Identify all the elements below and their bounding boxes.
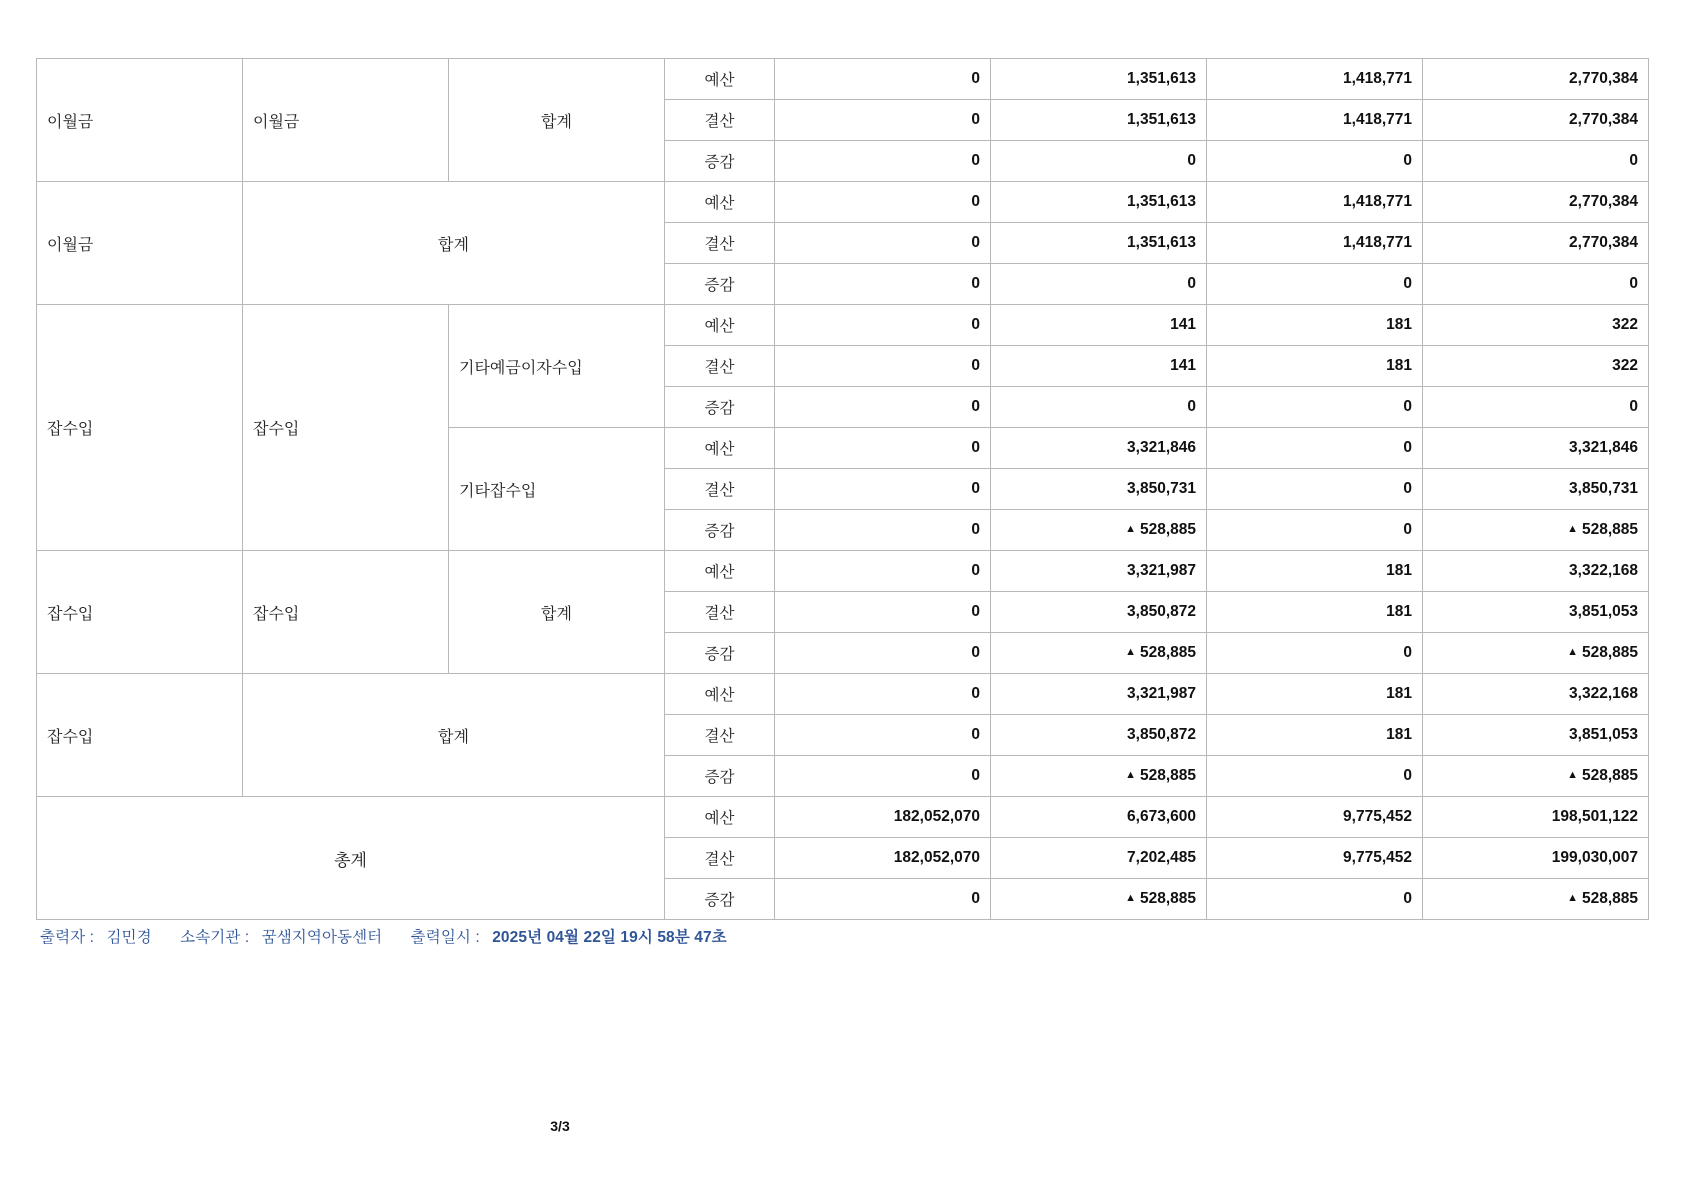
category-level3: 합계	[449, 59, 665, 182]
amount-cell-4: 199,030,007	[1423, 838, 1649, 879]
amount-cell-1: 0	[775, 469, 991, 510]
amount-cell-1: 0	[775, 592, 991, 633]
category-level3: 합계	[449, 551, 665, 674]
amount-cell-1: 0	[775, 59, 991, 100]
amount-cell-2: 3,321,987	[991, 551, 1207, 592]
amount-cell-4: 3,321,846	[1423, 428, 1649, 469]
row-kind: 결산	[665, 223, 775, 264]
printed-at-label: 출력일시 :	[410, 929, 480, 946]
amount-cell-4: 2,770,384	[1423, 182, 1649, 223]
amount-cell-1: 182,052,070	[775, 838, 991, 879]
amount-cell-2: 3,850,872	[991, 715, 1207, 756]
amount-cell-1: 0	[775, 879, 991, 920]
amount-cell-2: 1,351,613	[991, 182, 1207, 223]
row-kind: 증감	[665, 879, 775, 920]
amount-cell-4: ▲ 528,885	[1423, 510, 1649, 551]
amount-cell-1: 0	[775, 510, 991, 551]
row-kind: 예산	[665, 428, 775, 469]
amount-cell-3: 0	[1207, 879, 1423, 920]
print-info-footer	[40, 925, 751, 947]
amount-cell-2: ▲ 528,885	[991, 879, 1207, 920]
amount-cell-3: 1,418,771	[1207, 182, 1423, 223]
amount-cell-4: 322	[1423, 305, 1649, 346]
category-level1: 잡수입	[37, 551, 243, 674]
amount-cell-3: 181	[1207, 551, 1423, 592]
organization-label: 소속기관 :	[180, 929, 250, 946]
amount-cell-3: 0	[1207, 387, 1423, 428]
amount-cell-3: 9,775,452	[1207, 838, 1423, 879]
amount-cell-2: 1,351,613	[991, 100, 1207, 141]
row-kind: 증감	[665, 387, 775, 428]
amount-cell-1: 182,052,070	[775, 797, 991, 838]
amount-cell-3: 0	[1207, 141, 1423, 182]
table-row	[37, 551, 1649, 592]
printer-value: 김민경	[106, 929, 152, 946]
amount-cell-1: 0	[775, 674, 991, 715]
category-level2: 이월금	[243, 59, 449, 182]
amount-cell-3: 0	[1207, 756, 1423, 797]
amount-cell-4: ▲ 528,885	[1423, 756, 1649, 797]
page-number: 3/3	[550, 1118, 570, 1134]
amount-cell-4: 198,501,122	[1423, 797, 1649, 838]
row-kind: 결산	[665, 592, 775, 633]
table-row	[37, 674, 1649, 715]
amount-cell-2: ▲ 528,885	[991, 510, 1207, 551]
amount-cell-3: 181	[1207, 715, 1423, 756]
category-level3: 기타잡수입	[449, 428, 665, 551]
amount-cell-2: 3,850,872	[991, 592, 1207, 633]
category-level1: 이월금	[37, 182, 243, 305]
row-kind: 예산	[665, 551, 775, 592]
amount-cell-2: 141	[991, 305, 1207, 346]
row-kind: 증감	[665, 264, 775, 305]
row-kind: 예산	[665, 59, 775, 100]
amount-cell-4: 3,322,168	[1423, 551, 1649, 592]
amount-cell-1: 0	[775, 633, 991, 674]
amount-cell-3: 0	[1207, 633, 1423, 674]
category-level2: 잡수입	[243, 551, 449, 674]
amount-cell-4: 322	[1423, 346, 1649, 387]
report-table-container	[36, 58, 1648, 920]
amount-cell-2: 0	[991, 264, 1207, 305]
row-kind: 증감	[665, 633, 775, 674]
amount-cell-3: 0	[1207, 510, 1423, 551]
amount-cell-3: 181	[1207, 346, 1423, 387]
amount-cell-1: 0	[775, 346, 991, 387]
amount-cell-1: 0	[775, 387, 991, 428]
amount-cell-2: 7,202,485	[991, 838, 1207, 879]
row-kind: 결산	[665, 100, 775, 141]
amount-cell-2: 141	[991, 346, 1207, 387]
printed-at-value: 2025년 04월 22일 19시 58분 47초	[492, 929, 727, 946]
amount-cell-1: 0	[775, 223, 991, 264]
amount-cell-2: 1,351,613	[991, 223, 1207, 264]
category-level2: 합계	[243, 674, 665, 797]
row-kind: 증감	[665, 141, 775, 182]
amount-cell-1: 0	[775, 264, 991, 305]
settlement-table	[36, 58, 1649, 920]
amount-cell-3: 0	[1207, 264, 1423, 305]
amount-cell-2: 6,673,600	[991, 797, 1207, 838]
amount-cell-1: 0	[775, 756, 991, 797]
category-level1: 총계	[37, 797, 665, 920]
increase-triangle-icon: ▲	[1567, 646, 1578, 658]
increase-triangle-icon: ▲	[1567, 892, 1578, 904]
increase-triangle-icon: ▲	[1125, 769, 1136, 781]
amount-cell-2: ▲ 528,885	[991, 633, 1207, 674]
amount-cell-3: 9,775,452	[1207, 797, 1423, 838]
row-kind: 결산	[665, 715, 775, 756]
row-kind: 결산	[665, 838, 775, 879]
amount-cell-1: 0	[775, 551, 991, 592]
table-row	[37, 797, 1649, 838]
amount-cell-3: 1,418,771	[1207, 59, 1423, 100]
increase-triangle-icon: ▲	[1125, 646, 1136, 658]
organization-value: 꿈샘지역아동센터	[261, 929, 383, 946]
amount-cell-4: 3,322,168	[1423, 674, 1649, 715]
amount-cell-1: 0	[775, 100, 991, 141]
amount-cell-2: 0	[991, 387, 1207, 428]
amount-cell-2: 1,351,613	[991, 59, 1207, 100]
amount-cell-2: 3,321,846	[991, 428, 1207, 469]
row-kind: 예산	[665, 797, 775, 838]
amount-cell-1: 0	[775, 428, 991, 469]
amount-cell-3: 181	[1207, 592, 1423, 633]
amount-cell-2: 3,321,987	[991, 674, 1207, 715]
table-row	[37, 182, 1649, 223]
increase-triangle-icon: ▲	[1125, 892, 1136, 904]
amount-cell-1: 0	[775, 182, 991, 223]
table-body	[37, 59, 1649, 920]
category-level2: 합계	[243, 182, 665, 305]
amount-cell-4: 0	[1423, 264, 1649, 305]
category-level1: 잡수입	[37, 674, 243, 797]
row-kind: 결산	[665, 469, 775, 510]
increase-triangle-icon: ▲	[1567, 769, 1578, 781]
amount-cell-3: 0	[1207, 469, 1423, 510]
amount-cell-4: ▲ 528,885	[1423, 879, 1649, 920]
increase-triangle-icon: ▲	[1567, 523, 1578, 535]
row-kind: 예산	[665, 305, 775, 346]
category-level2: 잡수입	[243, 305, 449, 551]
row-kind: 예산	[665, 182, 775, 223]
amount-cell-4: 3,851,053	[1423, 715, 1649, 756]
amount-cell-1: 0	[775, 305, 991, 346]
amount-cell-3: 1,418,771	[1207, 100, 1423, 141]
amount-cell-3: 1,418,771	[1207, 223, 1423, 264]
printer-label: 출력자 :	[40, 929, 95, 946]
amount-cell-4: 3,850,731	[1423, 469, 1649, 510]
category-level1: 이월금	[37, 59, 243, 182]
amount-cell-2: ▲ 528,885	[991, 756, 1207, 797]
amount-cell-4: 2,770,384	[1423, 100, 1649, 141]
table-row	[37, 59, 1649, 100]
amount-cell-1: 0	[775, 141, 991, 182]
row-kind: 결산	[665, 346, 775, 387]
amount-cell-3: 0	[1207, 428, 1423, 469]
table-row	[37, 305, 1649, 346]
category-level3: 기타예금이자수입	[449, 305, 665, 428]
increase-triangle-icon: ▲	[1125, 523, 1136, 535]
amount-cell-1: 0	[775, 715, 991, 756]
amount-cell-3: 181	[1207, 674, 1423, 715]
amount-cell-3: 181	[1207, 305, 1423, 346]
row-kind: 증감	[665, 756, 775, 797]
amount-cell-2: 3,850,731	[991, 469, 1207, 510]
amount-cell-4: 0	[1423, 141, 1649, 182]
amount-cell-4: 2,770,384	[1423, 223, 1649, 264]
row-kind: 증감	[665, 510, 775, 551]
amount-cell-4: ▲ 528,885	[1423, 633, 1649, 674]
amount-cell-2: 0	[991, 141, 1207, 182]
amount-cell-4: 0	[1423, 387, 1649, 428]
amount-cell-4: 2,770,384	[1423, 59, 1649, 100]
category-level1: 잡수입	[37, 305, 243, 551]
row-kind: 예산	[665, 674, 775, 715]
amount-cell-4: 3,851,053	[1423, 592, 1649, 633]
